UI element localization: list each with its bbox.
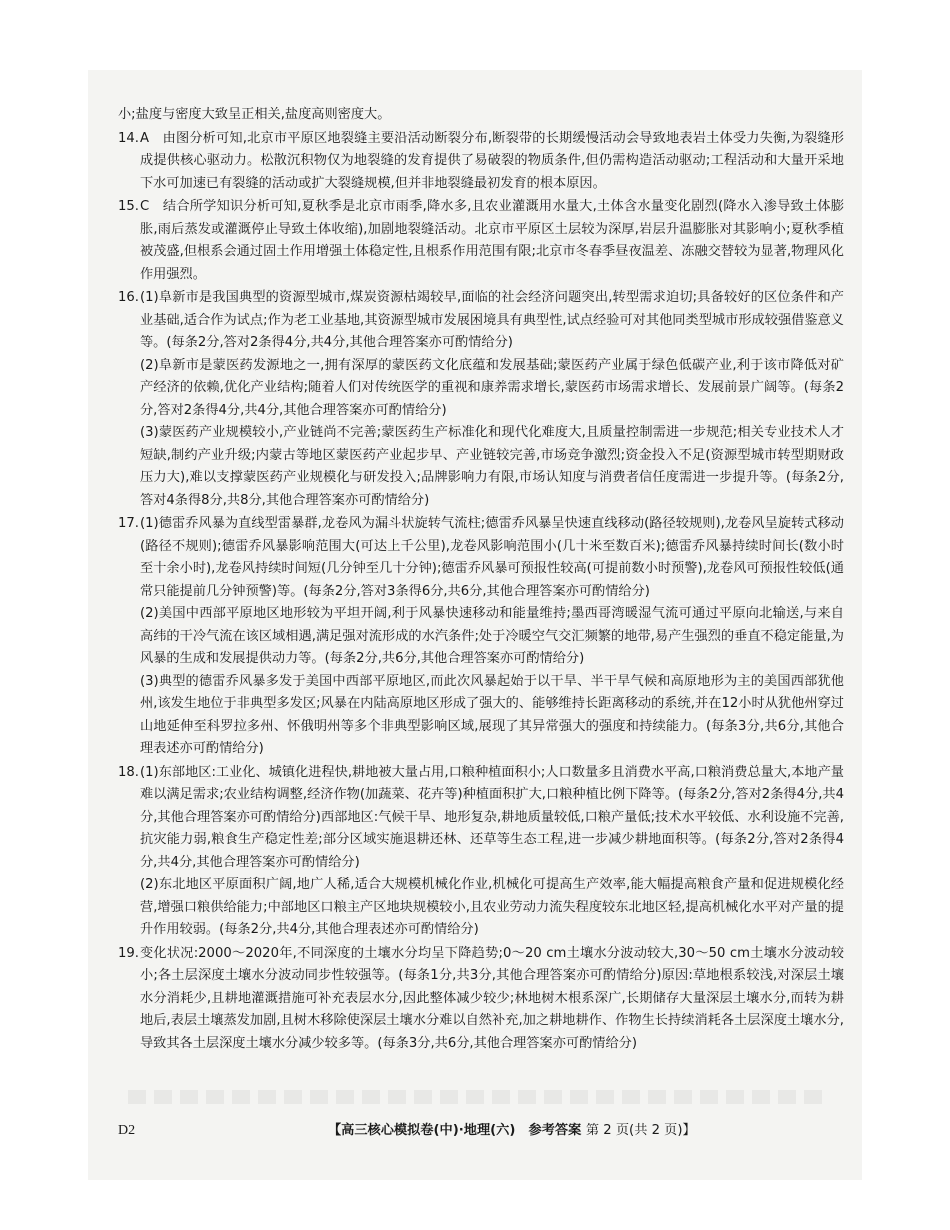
answer-19: [118, 943, 844, 1056]
answer-continuation-line: 小;盐度与密度大致呈正相关,盐度高则密度大。: [118, 107, 391, 122]
answer-part-1: (1)德雷乔风暴为直线型雷暴群,龙卷风为漏斗状旋转气流柱;德雷乔风暴呈快速直线移动(路径较规则),龙卷风呈旋转式移动(路径不规则);德雷乔风暴影响范围大(可达上千公里),龙卷风影响范围小(几十米至数百米);德雷乔风暴持续时间长(数小时至十余小时),龙卷风持续时间短(几分钟至几十分钟);德雷乔风暴可预报性较高(可提前数小时预警),龙卷风可预报性较低(通常只能提前几分钟预警)等。(每条2分,答对3条得6分,共6分,其他合理答案亦可酌情给分): [140, 516, 844, 599]
question-number: 18.: [118, 764, 139, 780]
answer-sheet-page: [88, 70, 862, 1180]
answer-body: [140, 287, 844, 512]
answer-text: A 由图分析可知,北京市平原区地裂缝主要沿活动断裂分布,断裂带的长期缓慢活动会导致地表岩土体受力失衡,为裂缝形成提供核心驱动力。松散沉积物仅为地裂缝的发育提供了易破裂的物质条件,但仍需构造活动驱动;工程活动和大量开采地下水可加速已有裂缝的活动或扩大裂缝规模,但并非地裂缝最初发育的根本原因。: [140, 130, 844, 191]
answer-17: [118, 513, 844, 761]
answer-part-2: (2)阜新市是蒙医药发源地之一,拥有深厚的蒙医药文化底蕴和发展基础;蒙医药产业属于绿色低碳产业,利于该市降低对矿产经济的依赖,优化产业结构;随着人们对传统医学的重视和康养需求增长,蒙医药市场需求增长、发展前景广阔等。(每条2分,答对2条得4分,共4分,其他合理答案亦可酌情给分): [140, 357, 844, 418]
answer-18: [118, 762, 844, 942]
answer-part-1: (1)阜新市是我国典型的资源型城市,煤炭资源枯竭较早,面临的社会经济问题突出,转型需求迫切;具备较好的区位条件和产业基础,适合作为试点;作为老工业基地,其资源型城市发展困境具有典型性,试点经验可对其他同类型城市形成较强借鉴意义等。(每条2分,答对2条得4分,共4分,其他合理答案亦可酌情给分): [140, 290, 844, 350]
answer-part-1: (1)东部地区:工业化、城镇化进程快,耕地被大量占用,口粮种植面积小;人口数量多且消费水平高,口粮消费总量大,本地产量难以满足需求;农业结构调整,经济作物(加蔬菜、花卉等)种植面积扩大,口粮种植比例下降等。(每条2分,答对2条得4分,共4分,其他合理答案亦可酌情给分)西部地区:气候干旱、地形复杂,耕地质量较低,口粮产量低;技术水平较低、水利设施不完善,抗灾能力弱,粮食生产稳定性差;部分区域实施退耕还林、还草等生态工程,进一步减少耕地面积等。(每条2分,答对2条得4分,共4分,其他合理答案亦可酌情给分): [140, 764, 844, 870]
answer-body: [140, 762, 844, 942]
question-number: 17.: [118, 516, 139, 531]
question-number: 15.: [118, 199, 139, 214]
paper-code: D2: [118, 1123, 136, 1138]
answer-14: [118, 128, 844, 196]
answer-text: C 结合所学知识分析可知,夏秋季是北京市雨季,降水多,且农业灌溉用水量大,土体含水量变化剧烈(降水入渗导致土体膨胀,雨后蒸发或灌溉停止导致土体收缩),加剧地裂缝活动。北京市平原区土层较为深厚,岩层升温膨胀对其影响小;夏秋季植被茂盛,但根系会通过固土作用增强土体稳定性,且根系作用范围有限;北京市冬春季昼夜温差、冻融交替较为显著,物理风化作用强烈。: [140, 199, 844, 282]
footer-title: [328, 1120, 696, 1142]
bleed-through-text: [128, 1090, 828, 1104]
answer-part-2: (2)美国中西部平原地区地形较为平坦开阔,利于风暴快速移动和能量维持;墨西哥湾暖湿气流可通过平原向北输送,与来自高纬的干冷气流在该区域相遇,满足强对流形成的水汽条件;处于冷暖空气交汇频繁的地带,易产生强烈的垂直不稳定能量,为风暴的生成和发展提供动力等。(每条2分,共6分,其他合理答案亦可酌情给分): [140, 606, 844, 666]
footer-title-text: 【高三核心模拟卷(中)·地理(六) 参考答案: [328, 1123, 582, 1138]
answer-16: [118, 287, 844, 512]
answer-part-3: (3)典型的德雷乔风暴多发于美国中西部平原地区,而此次风暴起始于以干旱、半干旱气候和高原地形为主的美国西部犹他州,该发生地位于非典型多发区;风暴在内陆高原地区形成了强大的、能够维持长距离移动的系统,并在12小时从犹他州穿过山地延伸至科罗拉多州、怀俄明州等多个非典型影响区域,展现了其异常强大的强度和持续能力。(每条3分,共6分,其他合理表述亦可酌情给分): [140, 673, 844, 756]
footer-page-info: 第 2 页(共 2 页)】: [585, 1123, 696, 1138]
answer-15: [118, 196, 844, 286]
answer-text: 变化状况:2000～2020年,不同深度的土壤水分均呈下降趋势;0～20 cm土壤水分波动较大,30～50 cm土壤水分波动较小;各土层深度土壤水分波动同步性较强等。(每条1分,共3分,其他合理答案亦可酌情给分)原因:草地根系较浅,对深层土壤水分消耗少,且耕地灌溉措施可补充表层水分,因此整体减少较少;林地树木根系深广,长期储存大量深层土壤水分,而转为耕地后,表层土壤蒸发加剧,且树木移除使深层土壤水分难以自然补充,加之耕地耕作、作物生长持续消耗各土层深度土壤水分,导致其各土层深度土壤水分减少较多等。(每条3分,共6分,其他合理答案亦可酌情给分): [140, 945, 844, 1051]
question-number: 16.: [118, 290, 139, 305]
question-number: 19.: [118, 945, 139, 961]
answer-part-3: (3)蒙医药产业规模较小,产业链尚不完善;蒙医药生产标准化和现代化难度大,且质量控制需进一步规范;相关专业技术人才短缺,制约产业升级;内蒙古等地区蒙医药产业起步早、产业链较完善,市场竞争激烈;资金投入不足(资源型城市转型期财政压力大),难以支撑蒙医药产业规模化与研发投入;品牌影响力有限,市场认知度与消费者信任度需进一步提升等。(每条2分,答对4条得8分,共8分,其他合理答案亦可酌情给分): [140, 425, 844, 508]
question-number: 14.: [118, 130, 139, 146]
answer-body: [140, 513, 844, 761]
answer-part-2: (2)东北地区平原面积广阔,地广人稀,适合大规模机械化作业,机械化可提高生产效率,能大幅提高粮食产量和促进规模化经营,增强口粮供给能力;中部地区口粮主产区地块规模较小,且农业劳动力流失程度较东北地区轻,提高机械化水平对产量的提升作用较弱。(每条2分,共4分,其他合理表述亦可酌情给分): [140, 877, 844, 937]
answer-content: [118, 104, 844, 1056]
